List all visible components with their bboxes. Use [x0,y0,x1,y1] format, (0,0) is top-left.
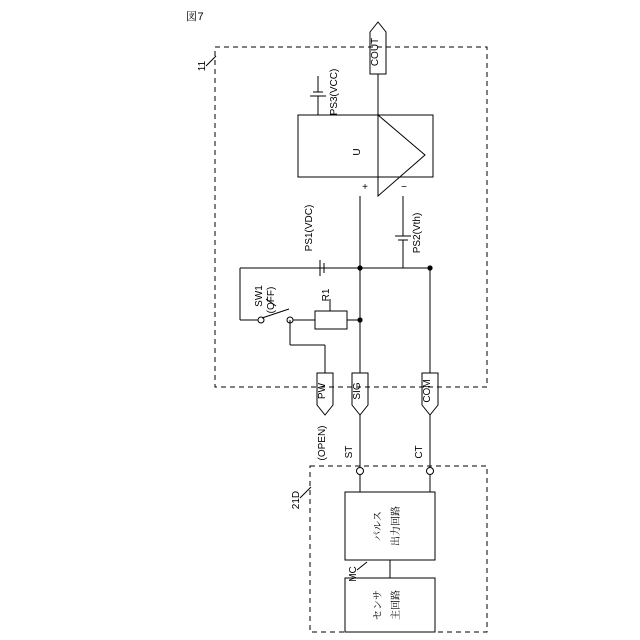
amplifier-enclosure [298,115,433,177]
label-amp-plus: + [362,182,368,193]
label-sensor-main-line1: センサ [373,590,384,620]
label-st: ST [344,445,355,459]
label-ps3: PS3(VCC) [329,68,340,116]
label-ps1: PS1(VDC) [304,204,315,252]
label-pulse-output-line1: パルス [373,511,384,541]
label-amp-ref: U [352,148,363,156]
junction-dot-r1-sig [357,317,362,322]
label-pulse-output-line2: 出力回路 [391,506,402,546]
resistor-r1 [315,311,347,329]
label-ct: CT [414,445,425,459]
label-open: (OPEN) [317,425,328,461]
label-amp-minus: − [401,182,407,193]
node-st [357,468,364,475]
label-terminal-pw: PW [317,382,328,400]
label-ps2: PS2(Vth) [412,212,423,254]
label-r1: R1 [321,288,332,302]
label-sw1: SW1 [254,285,265,307]
label-ref-21d: 21D [291,490,302,510]
label-ref-11: 11 [197,60,208,72]
label-terminal-sig: SIG [352,382,363,400]
label-mc: MC [348,566,359,582]
node-ct [427,468,434,475]
label-sw1-state: (OFF) [266,286,277,314]
label-terminal-cout: COUT [370,37,381,67]
label-sensor-main-line2: 主回路 [391,590,402,620]
sensor-main-box [345,578,435,632]
label-terminal-com: COM [422,379,433,403]
figure-number-label: 図7 [186,11,205,23]
upper-module-boundary [215,47,487,387]
pulse-output-box [345,492,435,560]
